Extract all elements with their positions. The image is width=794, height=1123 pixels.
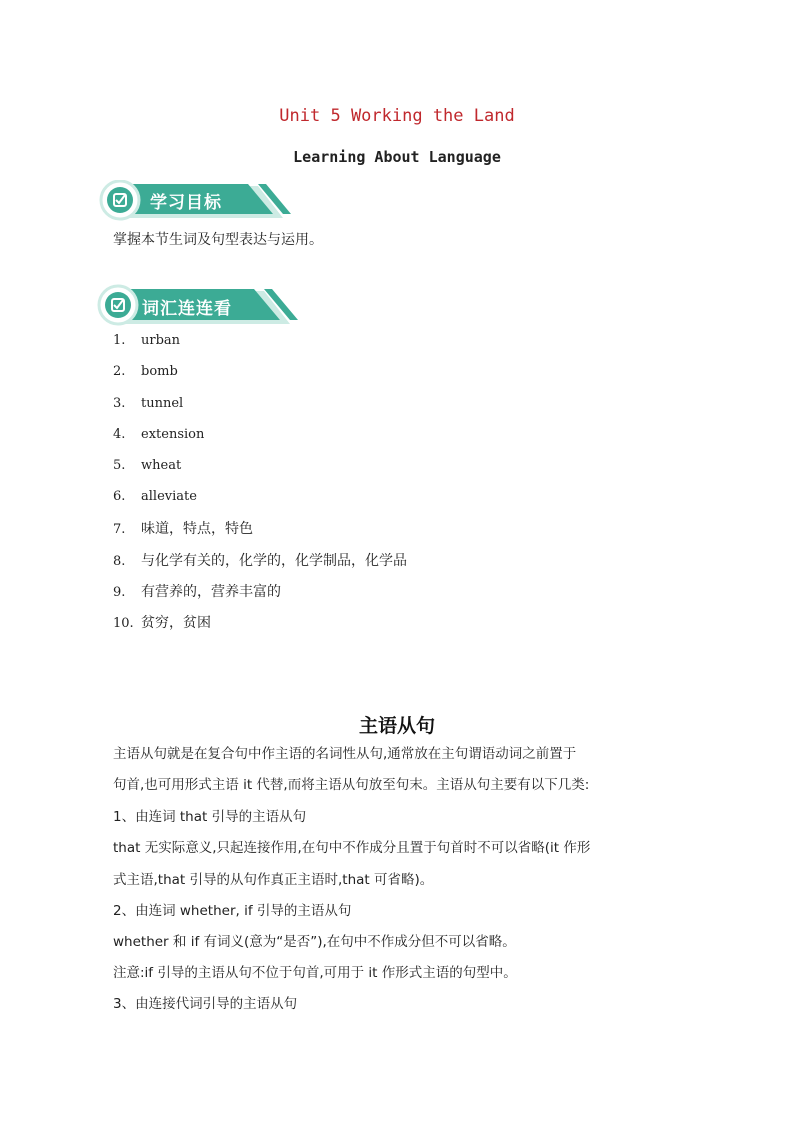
page-subtitle: Learning About Language bbox=[293, 148, 501, 166]
goal-text: 掌握本节生词及句型表达与运用。 bbox=[113, 232, 323, 248]
list-item: 5. wheat bbox=[113, 458, 182, 473]
banner-label-vocab: 词汇连连看 bbox=[142, 299, 232, 319]
list-item: 10. 贫穷，贫困 bbox=[113, 615, 211, 631]
banner-label-goals: 学习目标 bbox=[150, 193, 222, 213]
grammar-line: 式主语,that 引导的从句作真正主语时,that 可省略)。 bbox=[113, 872, 434, 888]
list-item: 9. 有营养的，营养丰富的 bbox=[113, 584, 281, 600]
list-item: 8. 与化学有关的，化学的，化学制品，化学品 bbox=[113, 553, 407, 569]
page-title: Unit 5 Working the Land bbox=[279, 106, 515, 126]
list-item: 7. 味道，特点，特色 bbox=[113, 521, 253, 537]
grammar-title: 主语从句 bbox=[358, 715, 435, 737]
list-item: 4. extension bbox=[113, 427, 205, 442]
grammar-line: whether 和 if 有词义(意为“是否”),在句中不作成分但不可以省略。 bbox=[113, 934, 516, 950]
list-item: 3. tunnel bbox=[113, 396, 184, 411]
section-banner-goals bbox=[98, 180, 293, 224]
list-item: 6. alleviate bbox=[113, 489, 197, 504]
section-banner-vocab bbox=[96, 284, 301, 330]
grammar-line: 2、由连词 whether, if 引导的主语从句 bbox=[113, 903, 352, 919]
list-item: 1. urban bbox=[113, 333, 181, 348]
grammar-line: 注意:if 引导的主语从句不位于句首,可用于 it 作形式主语的句型中。 bbox=[113, 965, 517, 981]
grammar-line: 1、由连词 that 引导的主语从句 bbox=[113, 809, 307, 825]
grammar-line: that 无实际意义,只起连接作用,在句中不作成分且置于句首时不可以省略(it 作形 bbox=[113, 840, 591, 856]
grammar-line: 3、由连接代词引导的主语从句 bbox=[113, 996, 298, 1012]
grammar-line: 主语从句就是在复合句中作主语的名词性从句,通常放在主句谓语动词之前置于 bbox=[113, 746, 577, 762]
list-item: 2. bomb bbox=[113, 364, 178, 379]
grammar-line: 句首,也可用形式主语 it 代替,而将主语从句放至句末。主语从句主要有以下几类: bbox=[113, 777, 590, 793]
